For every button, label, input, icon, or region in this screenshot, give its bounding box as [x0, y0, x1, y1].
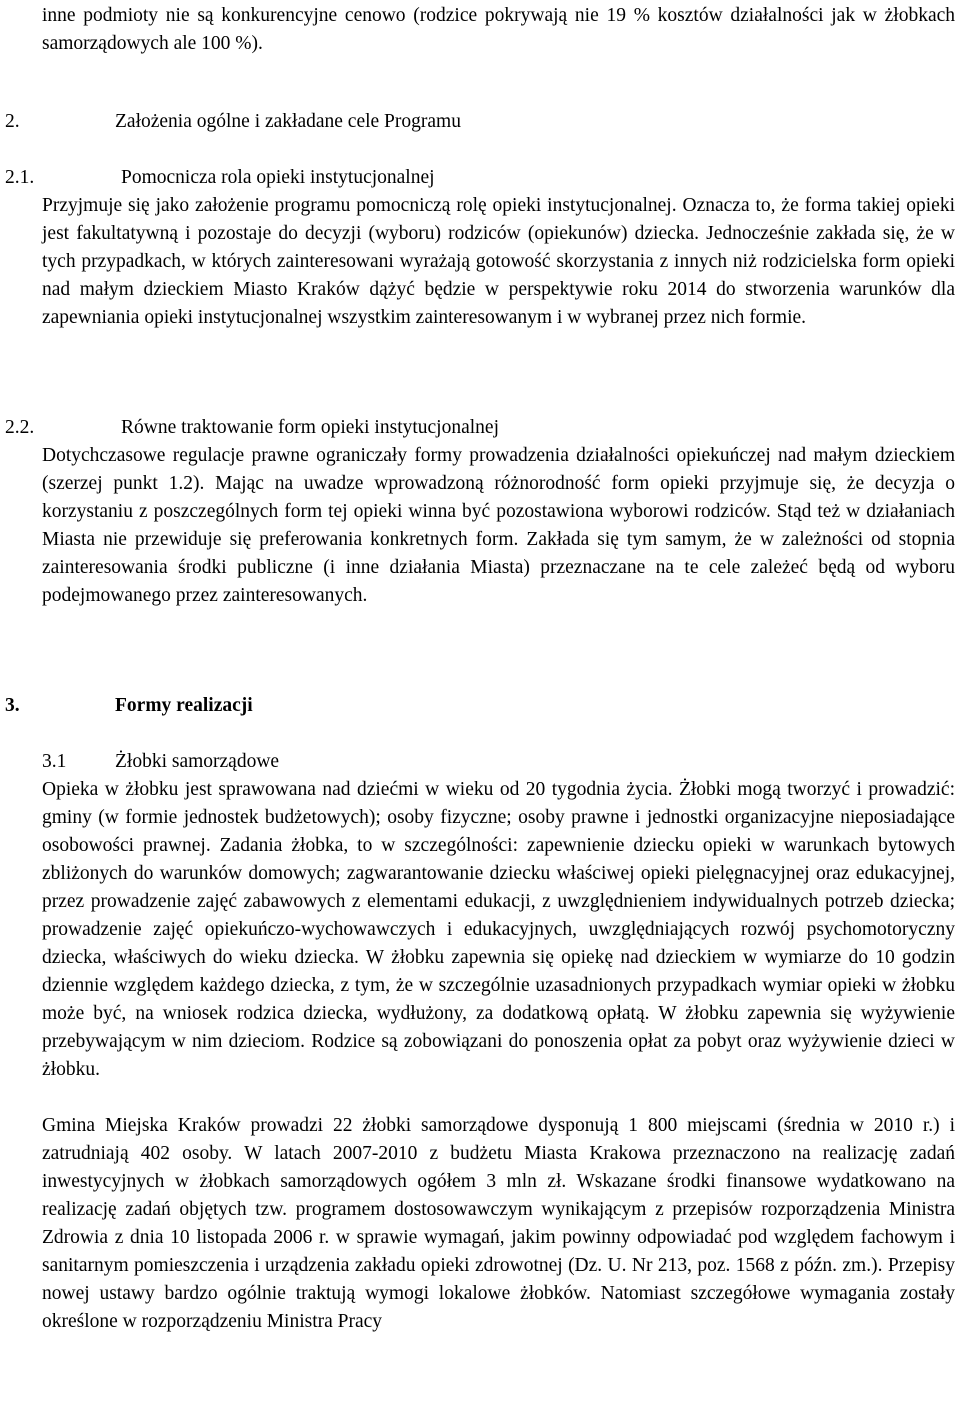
- section-3-number: 3.: [5, 695, 20, 716]
- section-2-number: 2.: [5, 111, 20, 132]
- section-2-1-number: 2.1.: [5, 167, 35, 188]
- section-3-1-paragraph-2: Gmina Miejska Kraków prowadzi 22 żłobki samorządowe dysponują 1 800 miejscami (średnia w 2010 r.) i zatrudniają 402 osoby. W latach 2007-2010 z budżetu Miasta Krakowa przeznaczono na realizację zadań inwestycyjnych w żłobkach samorządowych ogółem 3 mln zł. Wskazane środki finansowe wydatkowano na realizację zadań objętych tzw. programem dostosowawczym wynikającym z przepisów rozporządzenia Ministra Zdrowia z dnia 10 listopada 2006 r. w sprawie wymagań, jakim powinny odpowiadać pod względem fachowym i sanitarnym pomieszczenia i urządzenia zakładu opieki zdrowotnej (Dz. U. Nr 213, poz. 1568 z późn. zm.). Przepisy nowej ustawy bardzo ogólnie traktują wymogi lokalowe żłobków. Natomiast szczegółowe wymagania zostały określone w rozporządzeniu Ministra Pracy: [42, 1115, 955, 1332]
- section-2-1-title: Pomocnicza rola opieki instytucjonalnej: [121, 167, 435, 188]
- intro-paragraph: inne podmioty nie są konkurencyjne cenowo (rodzice pokrywają nie 19 % kosztów działalności jak w żłobkach samorządowych ale 100 %).: [42, 5, 955, 54]
- section-2-2-number: 2.2.: [5, 417, 35, 438]
- section-3-1-title: Żłobki samorządowe: [115, 751, 280, 772]
- section-3-title: Formy realizacji: [115, 695, 253, 716]
- section-2-1-paragraph: Przyjmuje się jako założenie programu pomocniczą rolę opieki instytucjonalnej. Oznacza to, że forma takiej opieki jest fakultatywną i pozostaje do decyzji (wyboru) rodziców (opiekunów) dziecka. Jednocześnie zakłada się, że w tych przypadkach, w których zainteresowani wyrażają gotowość skorzystania z innych niż rodzicielska form opieki nad małym dzieckiem Miasto Kraków dążyć będzie w perspektywie roku 2014 do stworzenia warunków dla zapewniania opieki instytucjonalnej wszystkim zainteresowanym i w wybranej przez nich formie.: [42, 195, 955, 328]
- section-3-1-paragraph-1: Opieka w żłobku jest sprawowana nad dziećmi w wieku od 20 tygodnia życia. Żłobki mogą tworzyć i prowadzić: gminy (w formie jednostek budżetowych); osoby fizyczne; osoby prawne i jednostki organizacyjne nieposiadające osobowości prawnej. Zadania żłobka, to w szczególności: zapewnienie dziecku opieki w warunkach bytowych zbliżonych do warunków domowych; zagwarantowanie dziecku właściwej opieki pielęgnacyjnej oraz edukacyjnej, przez prowadzenie zajęć zabawowych z elementami edukacji, z uwzględnieniem indywidualnych potrzeb dziecka; prowadzenie zajęć opiekuńczo-wychowawczych i edukacyjnych, uwzględniających rozwój psychomotoryczny dziecka, właściwych do wieku dziecka. W żłobku zapewnia się opiekę nad dzieckiem w wymiarze do 10 godzin dziennie względem każdego dziecka, z tym, że w szczególnie uzasadnionych przypadkach wymiar opieki w żłobku może być, na wniosek rodzica dziecka, wydłużony, za dodatkową opłatą. W żłobku zapewnia się wyżywienie przebywającym w nim dzieciom. Rodzice są zobowiązani do ponoszenia opłat za pobyt oraz wyżywienie dzieci w żłobku.: [42, 779, 955, 1080]
- section-3-1-body: [42, 776, 955, 1336]
- section-2-2-title: Równe traktowanie form opieki instytucjonalnej: [121, 417, 499, 438]
- section-2-title: Założenia ogólne i zakładane cele Programu: [115, 111, 461, 132]
- section-2-2-paragraph: Dotychczasowe regulacje prawne ograniczały formy prowadzenia działalności opiekuńczej nad małym dzieckiem (szerzej punkt 1.2). Mając na uwadze wprowadzoną różnorodność form opieki przyjmuje się, że decyzja o korzystaniu z poszczególnych form tej opieki winna być pozostawiona wyborowi rodziców. Stąd też w działaniach Miasta nie przewiduje się preferowania konkretnych form. Zakłada się tym samym, że w zależności od stopnia zainteresowania środki publiczne (i inne działania Miasta) przeznaczane na te cele zależeć będą od wyboru podejmowanego przez zainteresowanych.: [42, 445, 955, 606]
- section-3-1-number: 3.1: [42, 751, 67, 772]
